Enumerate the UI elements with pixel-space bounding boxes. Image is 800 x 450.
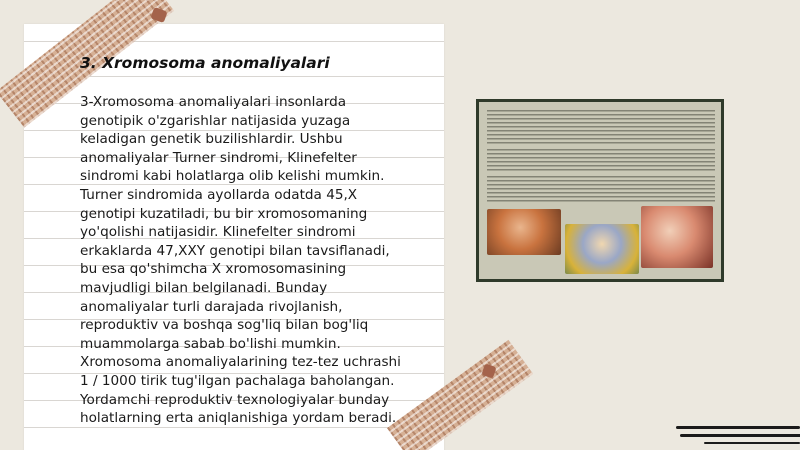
decorative-line: [704, 442, 800, 444]
slide-title: 3. Xromosoma anomaliyalari: [80, 54, 330, 72]
decorative-line: [680, 434, 800, 437]
textbook-text-block: [487, 176, 715, 204]
baby-photo: [641, 206, 713, 268]
decorative-line: [676, 426, 800, 429]
textbook-photo: [476, 99, 724, 282]
child-photo: [565, 224, 639, 274]
textbook-text-block: [487, 110, 715, 146]
textbook-page-image: [479, 102, 721, 279]
textbook-text-block: [487, 149, 715, 173]
patient-photo: [487, 209, 561, 255]
slide-body-text: 3-Xromosoma anomaliyalari insonlarda genotipik o'zgarishlar natijasida yuzaga keladigan genetik buzilishlardir. Ushbu anomaliyalar Turner sindromi, Klinefelter sindromi kabi holatlarga olib kelishi mumkin. Turner sindromida ayollarda odatda 45,X genotipi kuzatiladi, bu bir xromosomaning yo'qolishi natijasidir. Klinefelter sindromi erkaklarda 47,XXY genotipi bilan tavsiflanadi, bu esa qo'shimcha X xromosomasining mavjudligi bilan belgilanadi. Bunday anomaliyalar turli darajada rivojlanish, reproduktiv va boshqa sog'liq bilan bog'liq muammolarga sabab bo'lishi mumkin. Xromosoma anomaliyalarining tez-tez uchrashi 1 / 1000 tirik tug'ilgan pachalaga baholangan. Yordamchi reproduktiv texnologiyalar bunday holatlarning erta aniqlanishiga yordam beradi.: [80, 94, 401, 427]
